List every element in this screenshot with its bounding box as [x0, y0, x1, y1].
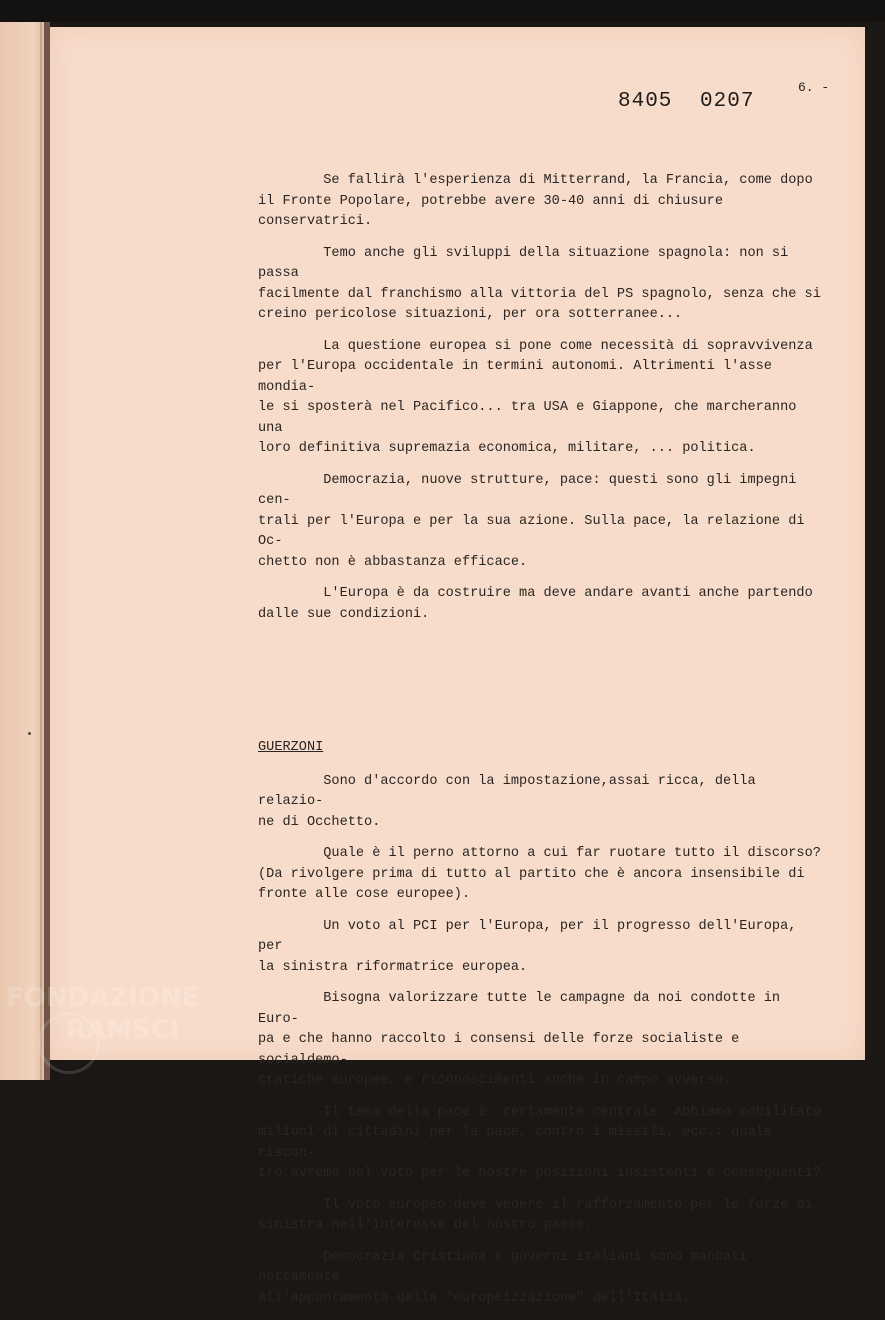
scan-top-edge [0, 0, 885, 22]
paragraph: Democrazia Cristiana e governi italiani sono mancati nettamente all'appuntamento della "europeizzazione" dell'Italia. [258, 1249, 748, 1306]
paragraph: Quale è il perno attorno a cui far ruotare tutto il discorso? (Da rivolgere prima di tutto al partito che è ancora insensibile di fronte alle cose europee). [258, 846, 821, 902]
paragraph: Bisogna valorizzare tutte le campagne da noi condotte in Euro- pa e che hanno raccolto i consensi delle forze socialiste e socialdemo- cratiche europee, e riconoscimenti anche in campo avverso. [258, 991, 781, 1088]
paragraph: Il tema della pace è certamente centrale. Abbiamo mobilitato milioni di cittadini per la pace, contro i missili, ecc.: quale riscon- tro avremo nel voto per le nostre posizioni insistenti e conseguenti? [258, 1104, 821, 1181]
paragraph: Democrazia, nuove strutture, pace: questi sono gli impegni cen- trali per l'Europa e per la sua azione. Sulla pace, la relazione di Oc- chetto non è abbastanza efficace. [258, 472, 805, 570]
binder-spine-line [40, 22, 42, 1080]
page-number: 6. - [798, 80, 830, 95]
paragraph: Sono d'accordo con la impostazione,assai ricca, della relazio- ne di Occhetto. [258, 773, 756, 830]
punch-mark [28, 732, 31, 735]
blank-space [258, 636, 828, 738]
paragraph: Temo anche gli sviluppi della situazione spagnola: non si passa facilmente dal franchismo alla vittoria del PS spagnolo, senza che si creino pericolose situazioni, per ora sotterranee... [258, 245, 821, 322]
typed-text [258, 171, 828, 1320]
paragraph: Se fallirà l'esperienza di Mitterrand, la Francia, come dopo il Fronte Popolare, potrebbe avere 30-40 anni di chiusure conservatrici. [258, 173, 813, 229]
watermark-line-2: RAMSCI [66, 1015, 180, 1045]
speaker-heading: GUERZONI [258, 740, 324, 755]
watermark [6, 982, 199, 1046]
paragraph: Un voto al PCI per l'Europa, per il progresso dell'Europa, per la sinistra riformatrice europea. [258, 918, 797, 975]
scan-right-edge [865, 22, 885, 1080]
archive-stamp-number: 8405 0207 [618, 90, 755, 113]
paragraph: Il voto europeo deve vedere il rafforzamento per le forze di sinistra nell'interesse del nostro paese. [258, 1197, 813, 1233]
paragraph: L'Europa è da costruire ma deve andare avanti anche partendo dalle sue condizioni. [258, 586, 813, 622]
paragraph: La questione europea si pone come necessità di sopravvivenza per l'Europa occidentale in termini autonomi. Altrimenti l'asse mondia- le si sposterà nel Pacifico... tra USA e Giappone, che marcheranno una loro definitiva supremazia economica, militare, ... politica. [258, 338, 813, 456]
watermark-line-1: FONDAZIONE [6, 983, 200, 1013]
